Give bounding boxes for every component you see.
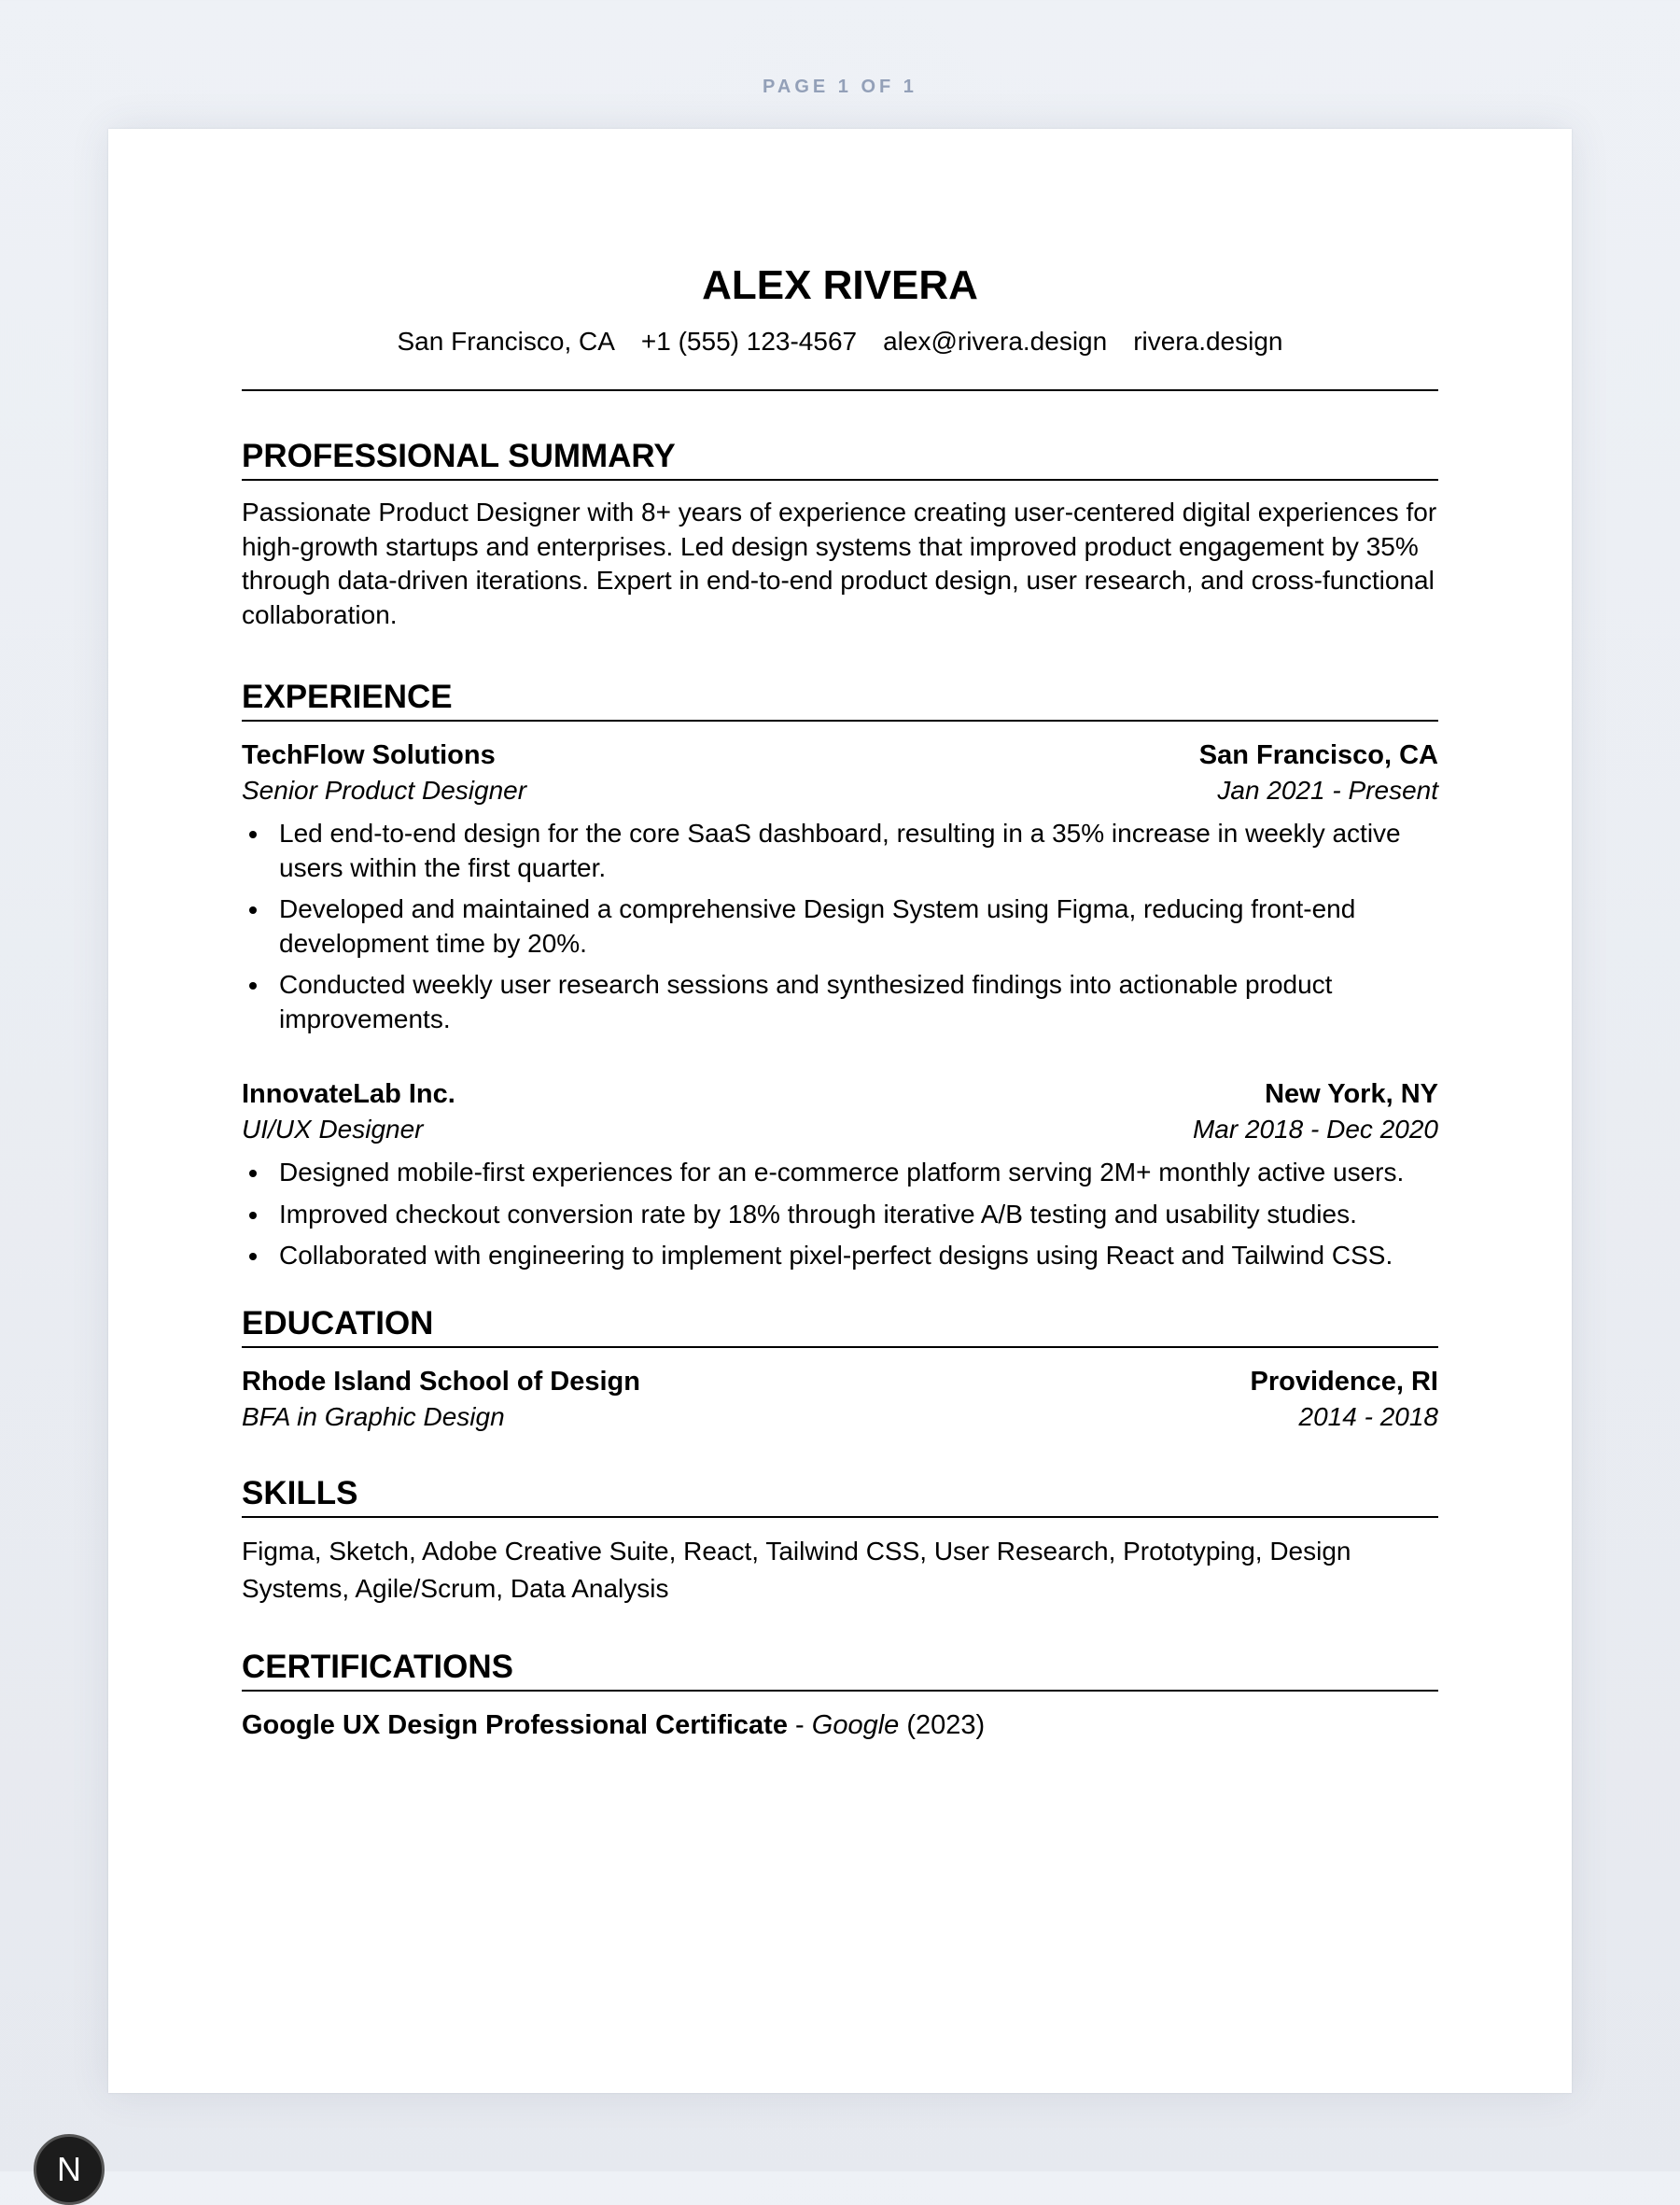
job-subheader — [242, 774, 1438, 808]
contact-website[interactable]: rivera.design — [1133, 327, 1283, 356]
n-badge-icon[interactable]: N — [34, 2134, 105, 2205]
education-dates: 2014 - 2018 — [1298, 1401, 1438, 1431]
education-degree: BFA in Graphic Design — [242, 1401, 505, 1431]
certifications-section — [242, 1649, 1438, 1742]
header-divider — [242, 389, 1438, 391]
bullet-text: Conducted weekly user research sessions and synthesized findings into actionable product improvements. — [279, 970, 1333, 1033]
contact-phone: +1 (555) 123-4567 — [640, 327, 858, 356]
contact-location: San Francisco, CA — [397, 327, 615, 356]
list-item — [242, 1198, 1438, 1232]
job-dates: Jan 2021 - Present — [1217, 776, 1438, 805]
education-header — [242, 1365, 1438, 1398]
experience-section — [242, 679, 1438, 1273]
list-item — [242, 817, 1438, 885]
bullet-icon — [249, 1253, 257, 1260]
list-item — [242, 1156, 1438, 1190]
bullet-text: Collaborated with engineering to implement pixel-perfect designs using React and Tailwind CSS. — [279, 1241, 1393, 1270]
bullet-text: Developed and maintained a comprehensive Design System using Figma, reducing front-end development time by 20%. — [279, 894, 1356, 958]
bullet-icon — [249, 1212, 257, 1219]
education-entry — [242, 1365, 1438, 1434]
job-header — [242, 738, 1438, 772]
job-entry — [242, 738, 1438, 1036]
list-item — [242, 968, 1438, 1036]
certification-entry — [242, 1708, 1438, 1742]
resume-page — [108, 129, 1572, 2093]
job-location: San Francisco, CA — [1198, 740, 1438, 770]
skills-section — [242, 1475, 1438, 1608]
list-item — [242, 892, 1438, 961]
contact-line — [242, 326, 1438, 358]
bullet-text: Led end-to-end design for the core SaaS dashboard, resulting in a 35% increase in weekly active users within the first quarter. — [279, 819, 1401, 882]
job-subheader — [242, 1113, 1438, 1146]
job-company: TechFlow Solutions — [242, 740, 496, 770]
summary-section — [242, 438, 1438, 632]
summary-title: PROFESSIONAL SUMMARY — [242, 438, 1438, 481]
bullet-icon — [249, 1170, 257, 1177]
summary-text: Passionate Product Designer with 8+ years of experience creating user-centered digital experiences for high-growth startups and enterprises. Led design systems that improved product engagement by 35% through data-driven iterations. Expert in end-to-end product design, user research, and cross-functional collaboration. — [242, 498, 1437, 629]
bullet-icon — [249, 906, 257, 914]
certification-year: (2023) — [899, 1709, 986, 1740]
education-school: Rhode Island School of Design — [242, 1366, 640, 1397]
job-bullets — [242, 817, 1438, 1036]
job-header — [242, 1077, 1438, 1111]
certification-issuer: Google — [811, 1709, 900, 1740]
job-dates: Mar 2018 - Dec 2020 — [1192, 1115, 1438, 1144]
bullet-icon — [249, 831, 257, 838]
education-section — [242, 1305, 1438, 1434]
contact-email[interactable]: alex@rivera.design — [883, 327, 1108, 356]
bullet-icon — [249, 982, 257, 990]
job-role: Senior Product Designer — [242, 776, 527, 805]
list-item — [242, 1239, 1438, 1273]
certification-separator: - — [787, 1709, 812, 1740]
resume-content — [242, 262, 1438, 1742]
page-indicator: PAGE 1 OF 1 — [763, 77, 917, 97]
skills-title: SKILLS — [242, 1475, 1438, 1518]
certifications-title: CERTIFICATIONS — [242, 1649, 1438, 1692]
education-subheader — [242, 1400, 1438, 1434]
skills-text: Figma, Sketch, Adobe Creative Suite, React, Tailwind CSS, User Research, Prototyping, Design Systems, Agile/Scrum, Data Analysis — [242, 1536, 1351, 1603]
job-location: New York, NY — [1265, 1079, 1438, 1109]
bullet-text: Designed mobile-first experiences for an e-commerce platform serving 2M+ monthly active users. — [279, 1158, 1405, 1187]
certification-name: Google UX Design Professional Certificate — [242, 1709, 788, 1740]
experience-title: EXPERIENCE — [242, 679, 1438, 722]
education-location: Providence, RI — [1250, 1366, 1438, 1397]
job-company: InnovateLab Inc. — [242, 1079, 455, 1109]
candidate-name: ALEX RIVERA — [702, 262, 978, 308]
job-bullets — [242, 1156, 1438, 1273]
education-title: EDUCATION — [242, 1305, 1438, 1348]
bullet-text: Improved checkout conversion rate by 18% through iterative A/B testing and usability studies. — [279, 1199, 1357, 1229]
job-role: UI/UX Designer — [242, 1115, 424, 1144]
job-entry — [242, 1077, 1438, 1273]
